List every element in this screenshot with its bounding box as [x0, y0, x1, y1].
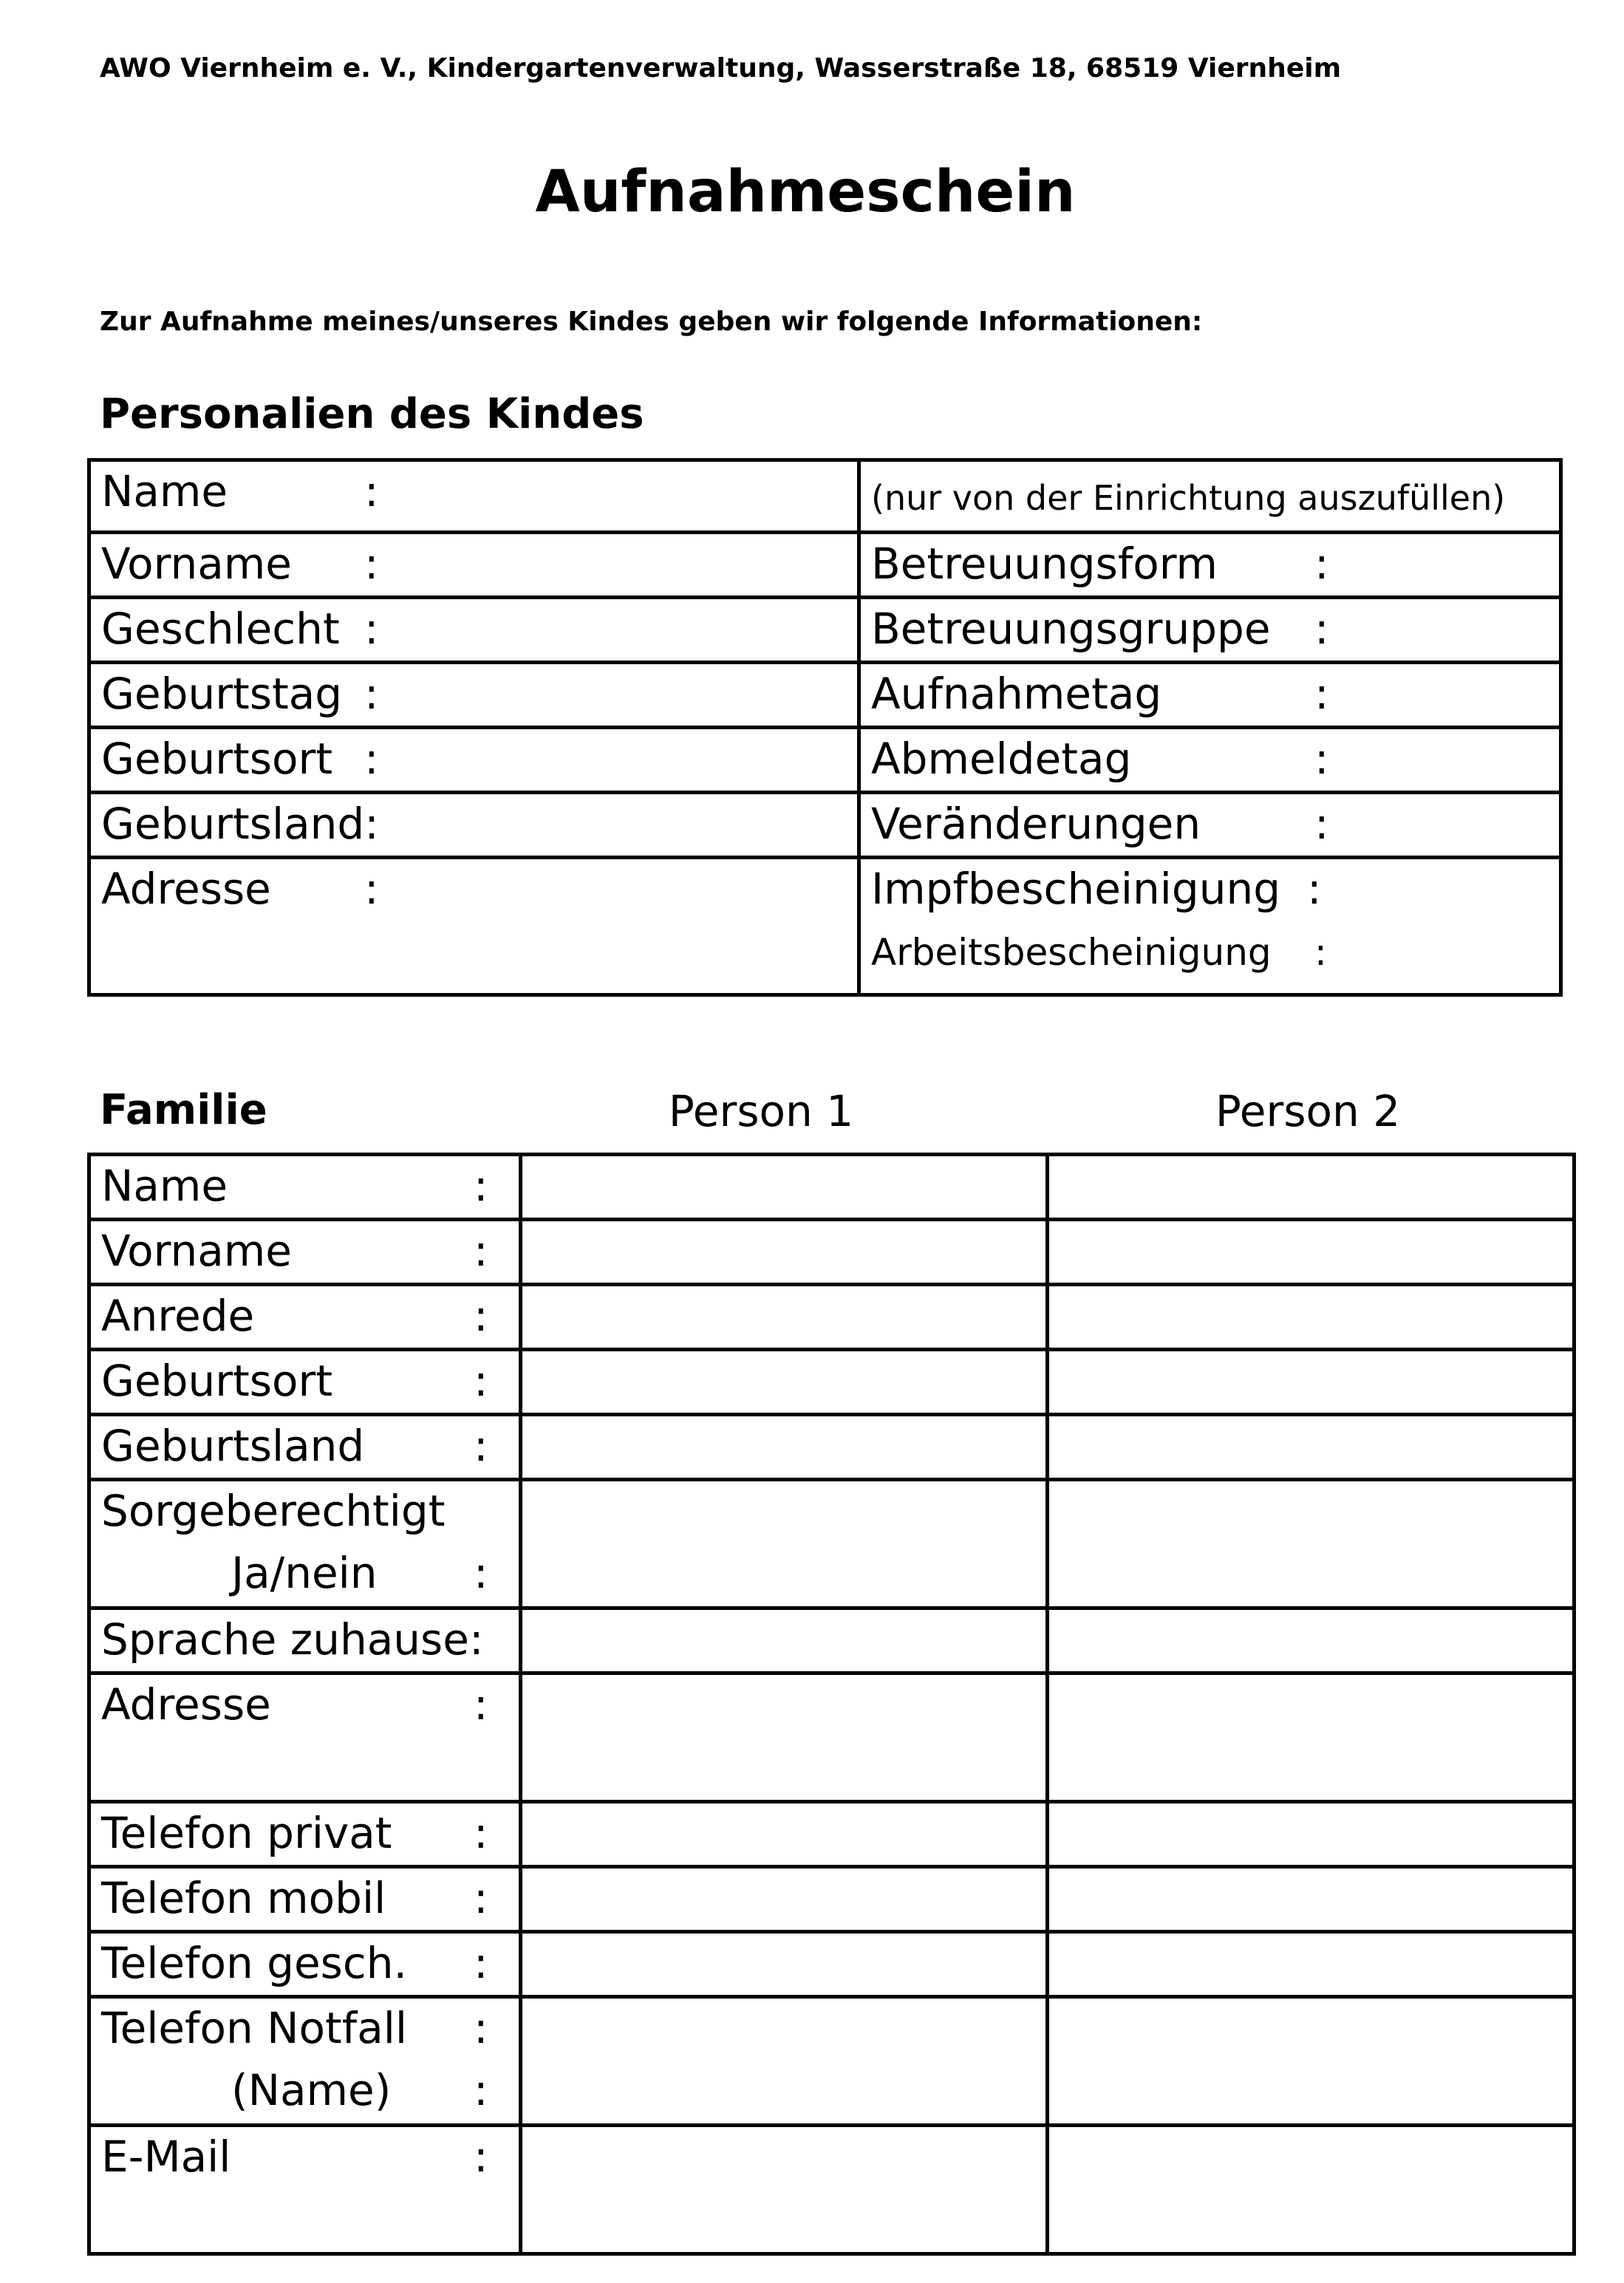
family-label-cell	[89, 1155, 521, 1220]
field-label: Geburtsort	[101, 734, 333, 784]
colon: :	[474, 1161, 488, 1211]
table-row	[89, 1997, 1574, 2126]
child-geburtsort-field[interactable]	[89, 728, 859, 793]
person1-vorname-field[interactable]	[521, 1220, 1048, 1285]
colon: :	[1314, 604, 1329, 654]
field-label: Veränderungen	[871, 799, 1201, 849]
table-row	[89, 1220, 1574, 1285]
colon: :	[364, 466, 379, 516]
person1-telefon-mobil-field[interactable]	[521, 1867, 1048, 1932]
office-note-cell	[859, 460, 1561, 533]
family-label-cell	[89, 1867, 521, 1932]
field-label: Anrede	[101, 1291, 255, 1341]
field-label: Geburtsort	[101, 1356, 333, 1406]
colon: :	[474, 1548, 488, 1598]
table-row	[89, 1415, 1574, 1480]
person2-sorgeberechtigt-field[interactable]	[1048, 1480, 1574, 1608]
person2-adresse-field[interactable]	[1048, 1673, 1574, 1802]
abmeldetag-field[interactable]	[859, 728, 1561, 793]
person1-telefon-privat-field[interactable]	[521, 1802, 1048, 1867]
colon: :	[364, 669, 379, 719]
person1-telefon-notfall-field[interactable]	[521, 1997, 1048, 2126]
table-row	[89, 793, 1561, 858]
family-label-cell	[89, 1415, 521, 1480]
table-row	[89, 460, 1561, 533]
person2-name-field[interactable]	[1048, 1155, 1574, 1220]
person2-vorname-field[interactable]	[1048, 1220, 1574, 1285]
colon: :	[1314, 669, 1329, 719]
table-row	[89, 1802, 1574, 1867]
field-sublabel: (Name)	[231, 2065, 392, 2115]
person2-telefon-mobil-field[interactable]	[1048, 1867, 1574, 1932]
colon: :	[474, 1421, 488, 1471]
table-row	[89, 2126, 1574, 2254]
intro-text: Zur Aufnahme meines/unseres Kindes geben wir folgende Informationen:	[100, 307, 1203, 337]
field-sublabel: Ja/nein	[231, 1548, 378, 1598]
person2-email-field[interactable]	[1048, 2126, 1574, 2254]
colon: :	[364, 539, 379, 589]
field-label: Betreuungsgruppe	[871, 604, 1271, 654]
family-label-cell	[89, 1285, 521, 1350]
family-label-cell	[89, 1350, 521, 1415]
person1-sprache-field[interactable]	[521, 1608, 1048, 1673]
field-label: Sprache zuhause:	[101, 1614, 484, 1665]
field-label: Geburtstag	[101, 669, 343, 719]
family-label-cell	[89, 1932, 521, 1997]
colon: :	[1314, 539, 1329, 589]
person1-geburtsort-field[interactable]	[521, 1350, 1048, 1415]
person1-sorgeberechtigt-field[interactable]	[521, 1480, 1048, 1608]
colon: :	[474, 1808, 488, 1858]
person2-anrede-field[interactable]	[1048, 1285, 1574, 1350]
family-label-cell	[89, 2126, 521, 2254]
veraenderungen-field[interactable]	[859, 793, 1561, 858]
child-vorname-field[interactable]	[89, 533, 859, 598]
colon: :	[474, 1226, 488, 1276]
child-name-field[interactable]	[89, 460, 859, 533]
field-label: Telefon mobil	[101, 1873, 386, 1923]
table-row	[89, 858, 1561, 995]
field-label: Telefon Notfall	[101, 2003, 407, 2053]
colon: :	[364, 864, 379, 914]
office-use-note: (nur von der Einrichtung auszufüllen)	[871, 478, 1506, 518]
family-label-cell	[89, 1220, 521, 1285]
table-row	[89, 728, 1561, 793]
table-row	[89, 1350, 1574, 1415]
family-label-cell	[89, 1673, 521, 1802]
person2-telefon-gesch-field[interactable]	[1048, 1932, 1574, 1997]
field-label: Abmeldetag	[871, 734, 1132, 784]
family-section-heading: Familie	[100, 1086, 267, 1134]
table-row	[89, 1480, 1574, 1608]
colon: :	[474, 1291, 488, 1341]
colon: :	[474, 1679, 488, 1730]
person1-email-field[interactable]	[521, 2126, 1048, 2254]
field-label: Name	[101, 466, 228, 516]
colon: :	[474, 2065, 488, 2115]
person2-telefon-notfall-field[interactable]	[1048, 1997, 1574, 2126]
field-label: Telefon privat	[101, 1808, 392, 1858]
person1-anrede-field[interactable]	[521, 1285, 1048, 1350]
bescheinigungen-field[interactable]	[859, 858, 1561, 995]
betreuungsgruppe-field[interactable]	[859, 598, 1561, 663]
person2-geburtsort-field[interactable]	[1048, 1350, 1574, 1415]
field-label: Arbeitsbescheinigung	[871, 931, 1272, 974]
field-label: Geburtsland:	[101, 799, 379, 849]
person1-heading: Person 1	[668, 1086, 854, 1136]
family-label-cell	[89, 1480, 521, 1608]
table-row	[89, 1155, 1574, 1220]
table-row	[89, 1867, 1574, 1932]
family-details-table	[87, 1153, 1576, 2256]
child-section-heading: Personalien des Kindes	[100, 390, 644, 438]
field-label: Name	[101, 1161, 228, 1211]
field-label: Adresse	[101, 1679, 271, 1730]
table-row	[89, 1608, 1574, 1673]
field-label: Aufnahmetag	[871, 669, 1162, 719]
family-label-cell	[89, 1608, 521, 1673]
family-label-cell	[89, 1997, 521, 2126]
person1-geburtsland-field[interactable]	[521, 1415, 1048, 1480]
colon: :	[1307, 864, 1322, 914]
colon: :	[474, 2132, 488, 2182]
organization-address: AWO Viernheim e. V., Kindergartenverwaltung, Wasserstraße 18, 68519 Viernheim	[100, 53, 1342, 83]
field-label: Vorname	[101, 539, 292, 589]
field-label: E-Mail	[101, 2132, 231, 2182]
table-row	[89, 1932, 1574, 1997]
colon: :	[474, 1356, 488, 1406]
field-label: Betreuungsform	[871, 539, 1218, 589]
person2-geburtsland-field[interactable]	[1048, 1415, 1574, 1480]
table-row	[89, 663, 1561, 728]
child-geburtstag-field[interactable]	[89, 663, 859, 728]
field-label: Geburtsland	[101, 1421, 365, 1471]
child-adresse-field[interactable]	[89, 858, 859, 995]
child-geschlecht-field[interactable]	[89, 598, 859, 663]
family-label-cell	[89, 1802, 521, 1867]
child-geburtsland-field[interactable]	[89, 793, 859, 858]
colon: :	[1314, 799, 1329, 849]
field-label: Sorgeberechtigt	[101, 1486, 446, 1536]
field-label: Vorname	[101, 1226, 292, 1276]
person2-sprache-field[interactable]	[1048, 1608, 1574, 1673]
table-row	[89, 1673, 1574, 1802]
field-label: Geschlecht	[101, 604, 340, 654]
field-label: Impfbescheinigung	[871, 864, 1281, 914]
colon: :	[474, 1873, 488, 1923]
page-title: Aufnahmeschein	[535, 159, 1076, 225]
person2-telefon-privat-field[interactable]	[1048, 1802, 1574, 1867]
colon: :	[364, 604, 379, 654]
field-label: Adresse	[101, 864, 271, 914]
table-row	[89, 533, 1561, 598]
table-row	[89, 598, 1561, 663]
betreuungsform-field[interactable]	[859, 533, 1561, 598]
aufnahmetag-field[interactable]	[859, 663, 1561, 728]
colon: :	[364, 734, 379, 784]
colon: :	[474, 1938, 488, 1988]
colon: :	[1314, 931, 1327, 974]
table-row	[89, 1285, 1574, 1350]
colon: :	[474, 2003, 488, 2053]
person1-name-field[interactable]	[521, 1155, 1048, 1220]
person2-heading: Person 2	[1215, 1086, 1401, 1136]
colon: :	[1314, 734, 1329, 784]
field-label: Telefon gesch.	[101, 1938, 407, 1988]
person1-adresse-field[interactable]	[521, 1673, 1048, 1802]
child-details-table	[87, 458, 1563, 997]
person1-telefon-gesch-field[interactable]	[521, 1932, 1048, 1997]
